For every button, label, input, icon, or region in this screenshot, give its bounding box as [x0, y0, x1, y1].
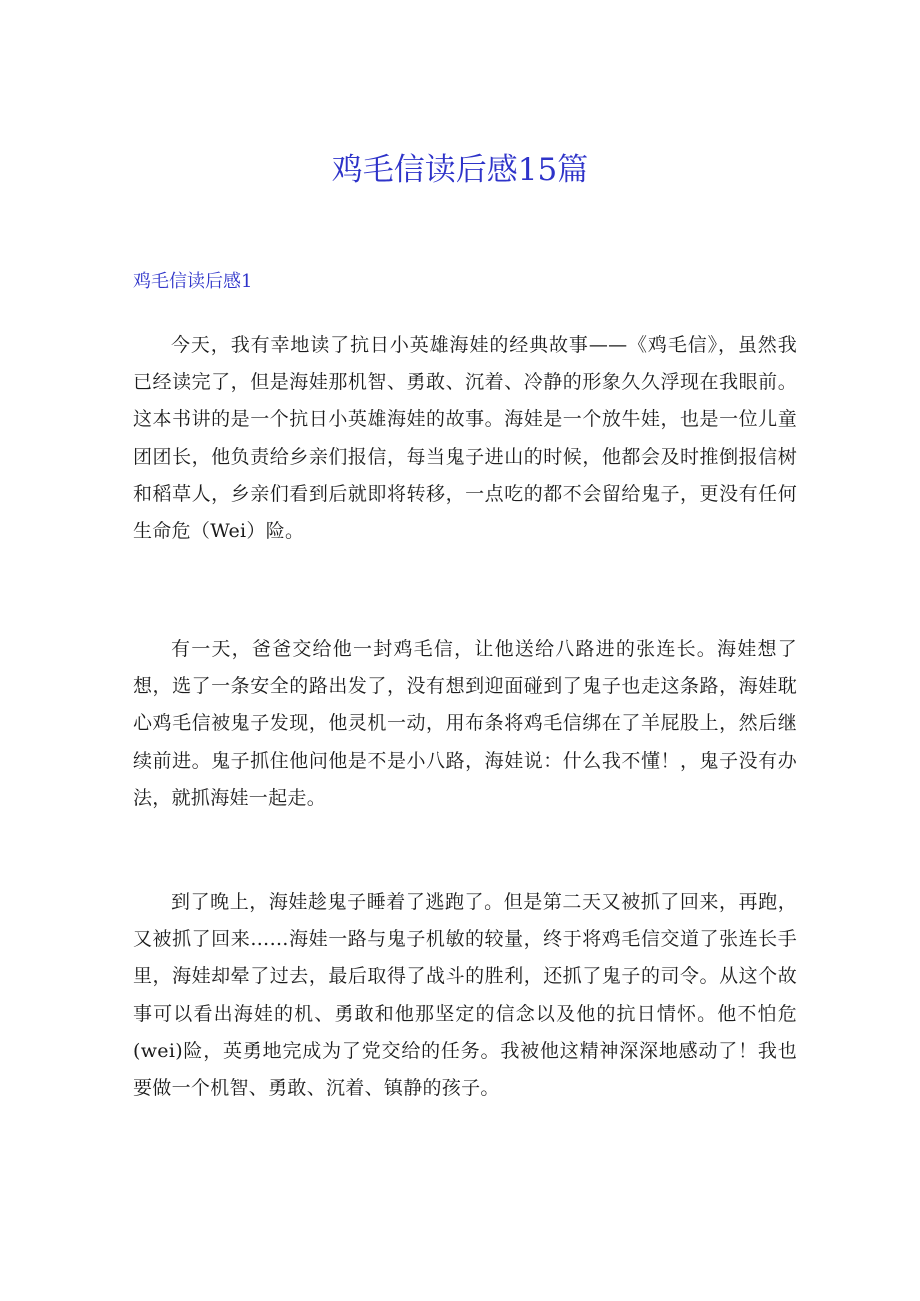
document-title: 鸡毛信读后感15篇	[331, 152, 589, 188]
paragraph-1: 今天，我有幸地读了抗日小英雄海娃的经典故事——《鸡毛信》，虽然我已经读完了，但是海娃那机智、勇敢、沉着、冷静的形象久久浮现在我眼前。这本书讲的是一个抗日小英雄海娃的故事。海娃是一个放牛娃，也是一位儿童团团长，他负责给乡亲们报信，每当鬼子进山的时候，他都会及时推倒报信树和稻草人，乡亲们看到后就即将转移，一点吃的都不会留给鬼子，更没有任何生命危（Wei）险。	[133, 334, 797, 543]
paragraph-2: 有一天，爸爸交给他一封鸡毛信，让他送给八路进的张连长。海娃想了想，选了一条安全的路出发了，没有想到迎面碰到了鬼子也走这条路，海娃耽心鸡毛信被鬼子发现，他灵机一动，用布条将鸡毛信绑在了羊屁股上，然后继续前进。鬼子抓住他问他是不是小八路，海娃说：什么我不懂！，鬼子没有办法，就抓海娃一起走。	[133, 638, 797, 809]
section-heading: 鸡毛信读后感1	[133, 271, 253, 292]
paragraph-3: 到了晚上，海娃趁鬼子睡着了逃跑了。但是第二天又被抓了回来，再跑，又被抓了回来……海娃一路与鬼子机敏的较量，终于将鸡毛信交道了张连长手里，海娃却晕了过去，最后取得了战斗的胜利，还抓了鬼子的司令。从这个故事可以看出海娃的机、勇敢和他那坚定的信念以及他的抗日情怀。他不怕危(wei)险，英勇地完成为了党交给的任务。我被他这精神深深地感动了！我也要做一个机智、勇敢、沉着、镇静的孩子。	[133, 891, 797, 1100]
